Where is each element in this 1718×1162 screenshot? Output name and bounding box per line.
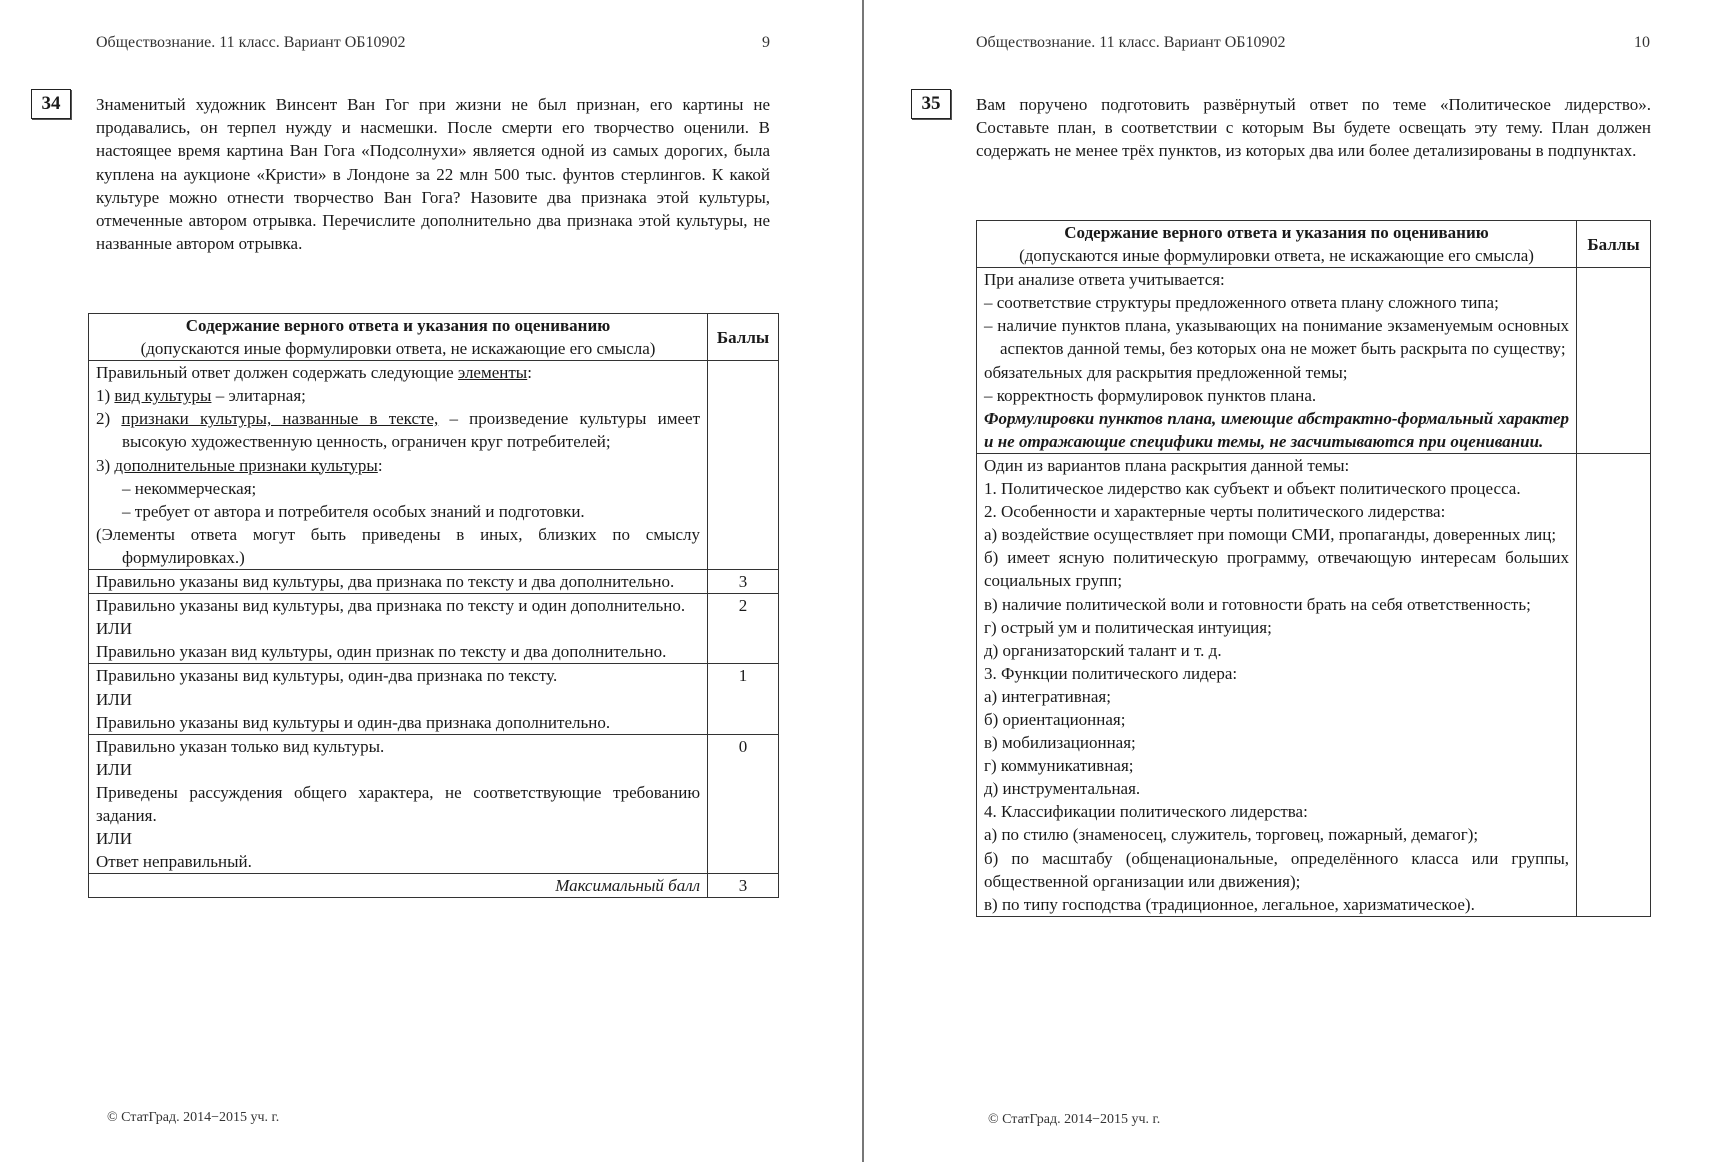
answer-cell <box>89 361 708 570</box>
item-heading: дополнительные признаки культуры <box>114 455 378 475</box>
score-row <box>89 570 779 594</box>
answer-row <box>89 361 779 570</box>
criterion-cell <box>89 734 708 874</box>
answer-intro: Правильный ответ должен содержать следующие <box>96 363 458 383</box>
header-score-cell <box>708 314 779 361</box>
criteria-warning: Формулировки пунктов плана, имеющие абстрактно-формальный характер и не отражающие специфики темы, не засчитываются при оценивании. <box>984 408 1570 451</box>
plan-line: д) организаторский талант и т. д. <box>984 640 1222 660</box>
plan-line: 4. Классификации политического лидерства: <box>984 802 1308 822</box>
answer-item-1 <box>96 384 700 407</box>
criterion-line: Правильно указаны вид культуры, два признака по тексту и один дополнительно. <box>96 596 686 616</box>
score-row <box>89 734 779 874</box>
header-note: (допускаются иные формулировки ответа, не искажающие его смысла) <box>1019 246 1534 266</box>
plan-line: б) имеет ясную политическую программу, отвечающую интересам больших социальных групп; <box>984 548 1570 591</box>
criterion-line: Правильно указаны вид культуры и один-два признака дополнительно. <box>96 712 611 732</box>
plan-line: а) по стилю (знаменосец, служитель, торговец, пожарный, демагог); <box>984 825 1479 845</box>
score-value: 2 <box>708 594 779 664</box>
score-cell-empty <box>1577 453 1651 916</box>
criterion-line: ИЛИ <box>96 689 133 709</box>
header-score: Баллы <box>716 327 770 347</box>
question-number: 34 <box>31 89 71 119</box>
item-number: 3) <box>96 455 115 475</box>
plan-cell <box>977 453 1577 916</box>
plan-line: в) наличие политической воли и готовности брать на себя ответственность; <box>984 594 1531 614</box>
plan-line: 3. Функции политического лидера: <box>984 663 1238 683</box>
criterion-line: Приведены рассуждения общего характера, не соответствующие требованию задания. <box>96 782 701 825</box>
score-value: 3 <box>708 570 779 594</box>
header-content-cell <box>89 314 708 361</box>
item-heading: признаки культуры, названные в тексте, <box>121 409 439 429</box>
page-number: 9 <box>762 34 770 51</box>
page-header: Обществознание. 11 класс. Вариант ОБ10902 <box>976 34 1286 51</box>
item-number: 2) <box>96 409 122 429</box>
page-divider <box>862 0 864 1162</box>
criterion-line: ИЛИ <box>96 759 133 779</box>
plan-line: а) интегративная; <box>984 686 1111 706</box>
answer-intro-underlined: элементы <box>457 363 528 383</box>
header-score-cell <box>1577 221 1651 268</box>
criterion-line: Правильно указан только вид культуры. <box>96 736 385 756</box>
page-footer: © СтатГрад. 2014−2015 уч. г. <box>107 1110 280 1125</box>
criterion-cell <box>89 570 708 594</box>
criterion-line: Правильно указаны вид культуры, один-два признака по тексту. <box>96 666 558 686</box>
criterion-line: Ответ неправильный. <box>96 852 252 872</box>
item-text: : <box>377 455 383 475</box>
item-text: – элитарная; <box>211 386 306 406</box>
plan-line: г) коммуникативная; <box>984 756 1134 776</box>
header-content-cell <box>977 221 1577 268</box>
header-note: (допускаются иные формулировки ответа, не искажающие его смысла) <box>140 339 656 359</box>
plan-line: б) ориентационная; <box>984 709 1126 729</box>
page-number: 10 <box>1634 34 1650 51</box>
criterion-cell <box>89 664 708 734</box>
scoring-table <box>976 220 1651 917</box>
plan-line: г) острый ум и политическая интуиция; <box>984 617 1272 637</box>
plan-row <box>977 453 1651 916</box>
criteria-row <box>977 268 1651 454</box>
score-row <box>89 664 779 734</box>
plan-line: б) по масштабу (общенациональные, определённого класса или группы, общественной организации или движения); <box>984 848 1570 891</box>
page-footer: © СтатГрад. 2014−2015 уч. г. <box>988 1112 1161 1127</box>
plan-line: д) инструментальная. <box>984 779 1141 799</box>
header-title: Содержание верного ответа и указания по оцениванию <box>1064 223 1489 242</box>
score-value: 1 <box>708 664 779 734</box>
plan-line: 2. Особенности и характерные черты политического лидерства: <box>984 502 1446 522</box>
criterion-line: ИЛИ <box>96 829 133 849</box>
table-header-row <box>89 314 779 361</box>
plan-line: 1. Политическое лидерство как субъект и объект политического процесса. <box>984 479 1521 499</box>
plan-line: а) воздействие осуществляет при помощи СМИ, пропаганды, доверенных лиц; <box>984 525 1557 545</box>
criteria-item: – корректность формулировок пунктов плана. <box>984 385 1317 405</box>
criterion-line: ИЛИ <box>96 619 133 639</box>
criteria-item: – наличие пунктов плана, указывающих на понимание экзаменуемым основных аспектов данной темы, без которых она не может быть раскрыта по существу; <box>984 316 1570 359</box>
table-header-row <box>977 221 1651 268</box>
page-header: Обществознание. 11 класс. Вариант ОБ10902 <box>96 34 406 51</box>
max-score-label: Максимальный балл <box>89 874 708 898</box>
criterion-cell <box>89 594 708 664</box>
answer-note: (Элементы ответа могут быть приведены в иных, близких по смыслу формулировках.) <box>96 524 701 567</box>
plan-line: в) мобилизационная; <box>984 733 1136 753</box>
criterion-line: Правильно указаны вид культуры, два признака по тексту и два дополнительно. <box>96 572 675 592</box>
answer-subitem: – некоммерческая; <box>122 478 257 498</box>
question-number: 35 <box>911 89 951 119</box>
score-cell-empty <box>708 361 779 570</box>
criteria-intro: При анализе ответа учитывается: <box>984 270 1225 290</box>
question-text: Знаменитый художник Винсент Ван Гог при жизни не был признан, его картины не продавались, он терпел нужду и насмешки. После смерти его творчество оценили. В настоящее время картина Ван Гога «Подсолнухи» является одной из самых дорогих, была куплена на аукционе «Кристи» в Лондоне за 22 млн 500 тыс. фунтов стерлингов. К какой культуре можно отнести творчество Ван Гога? Назовите два признака этой культуры, отмеченные автором отрывка. Перечислите дополнительно два признака этой культуры, не названные автором отрывка. <box>96 95 770 254</box>
plan-line: в) по типу господства (традиционное, легальное, харизматическое). <box>984 894 1475 914</box>
question-text: Вам поручено подготовить развёрнутый ответ по теме «Политическое лидерство». Составьте план, в соответствии с которым Вы будете освещать эту тему. План должен содержать не менее трёх пунктов, из которых два или более детализированы в подпунктах. <box>976 95 1651 161</box>
max-score-row <box>89 874 779 898</box>
plan-line: Один из вариантов плана раскрытия данной темы: <box>984 455 1350 475</box>
answer-intro-end: : <box>527 363 532 383</box>
criteria-item: – соответствие структуры предложенного ответа плану сложного типа; <box>984 293 1499 313</box>
scoring-table <box>88 313 779 898</box>
item-number: 1) <box>96 386 115 406</box>
answer-subitem: – требует от автора и потребителя особых знаний и подготовки. <box>122 501 585 521</box>
answer-item-3 <box>96 454 700 477</box>
item-heading: вид культуры <box>114 386 212 406</box>
max-score-value: 3 <box>708 874 779 898</box>
score-row <box>89 594 779 664</box>
score-cell-empty <box>1577 268 1651 454</box>
header-title: Содержание верного ответа и указания по оцениванию <box>185 316 611 335</box>
score-value: 0 <box>708 734 779 874</box>
criteria-item: обязательных для раскрытия предложенной темы; <box>984 362 1348 382</box>
header-score: Баллы <box>1587 234 1640 254</box>
criterion-line: Правильно указан вид культуры, один признак по тексту и два дополнительно. <box>96 642 667 662</box>
item-text: – произведение культуры имеет высокую художественную ценность, ограничен круг потребителей; <box>122 409 701 452</box>
answer-item-2 <box>96 407 700 453</box>
criteria-cell <box>977 268 1577 454</box>
